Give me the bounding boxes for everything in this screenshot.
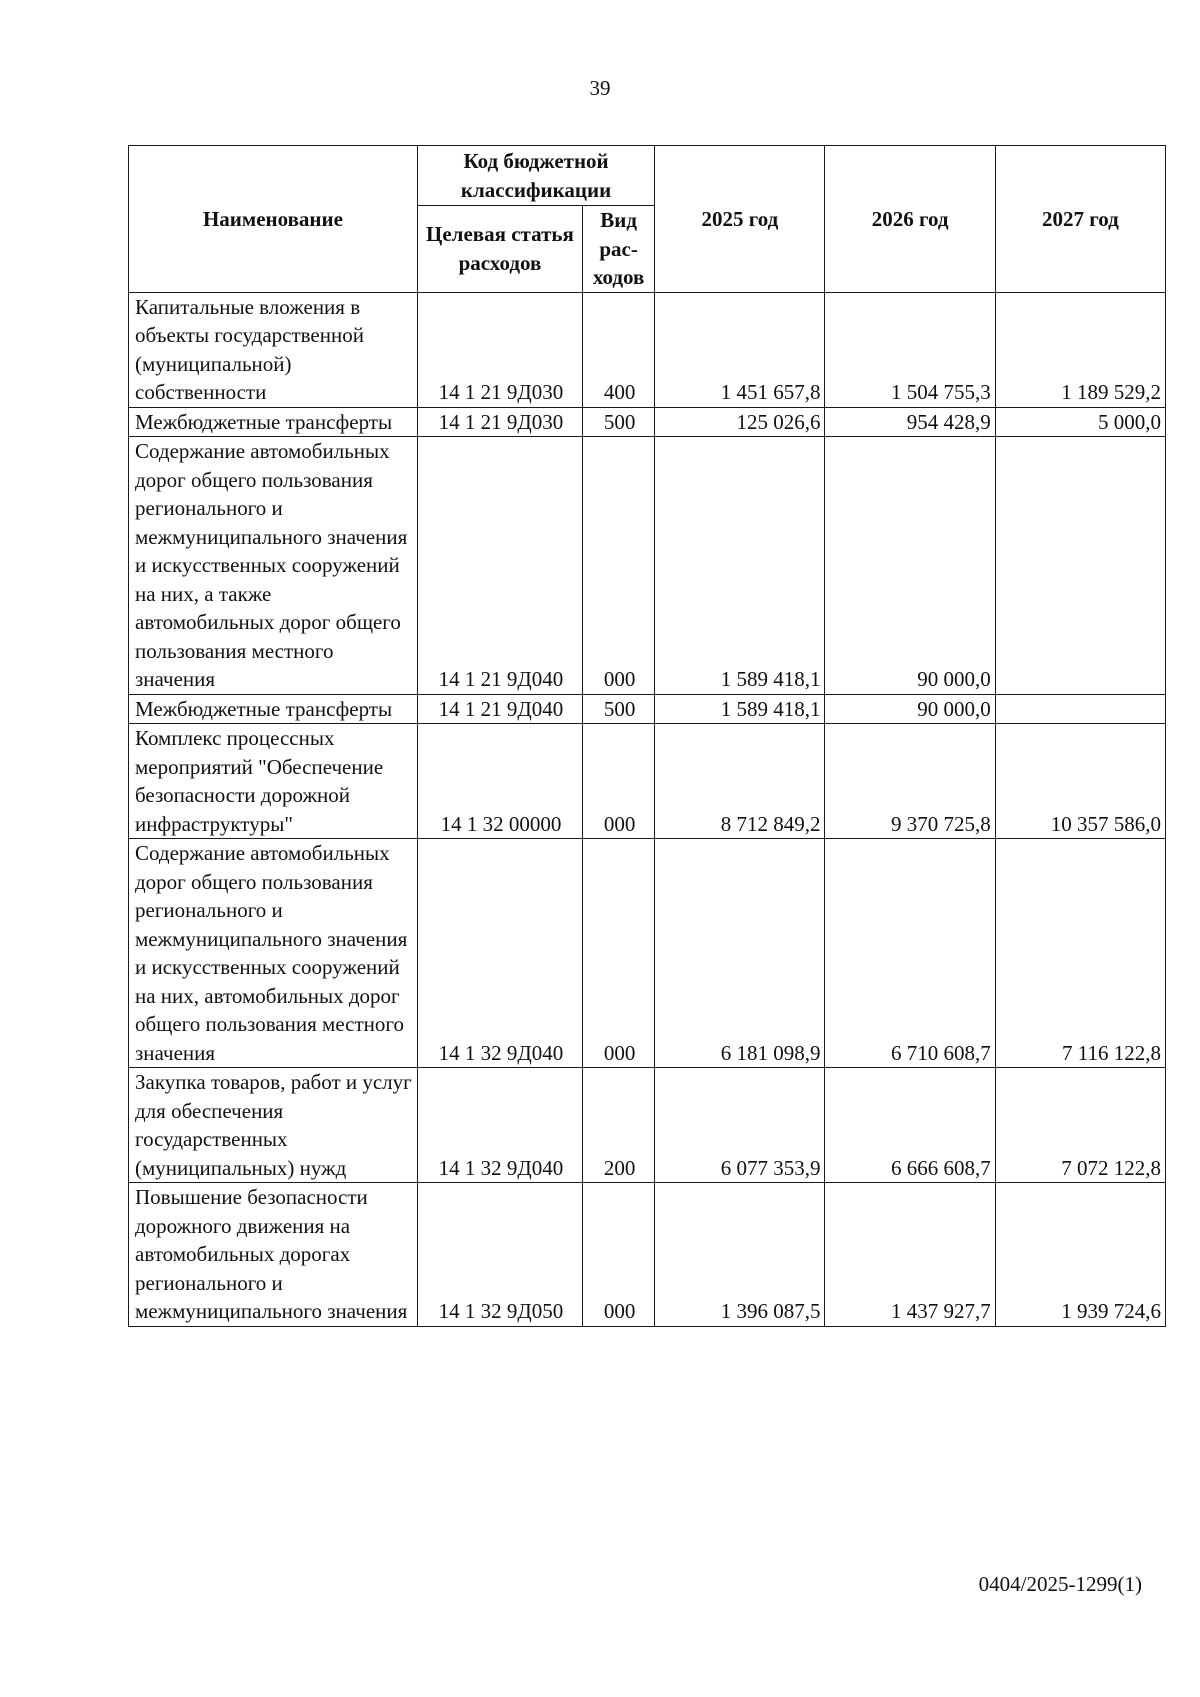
table-row: [129, 1068, 1166, 1183]
budget-table: [128, 145, 1166, 1327]
header-2026: 2026 год: [825, 146, 995, 293]
row-code: 14 1 21 9Д040: [417, 437, 582, 695]
row-code: 14 1 32 9Д040: [417, 1068, 582, 1183]
row-expense-type: 500: [582, 694, 654, 724]
header-2025: 2025 год: [655, 146, 825, 293]
row-code: 14 1 21 9Д030: [417, 292, 582, 407]
row-value-2025: 8 712 849,2: [655, 724, 825, 839]
row-name: Содержание автомобильных дорог общего пользования регионального и межмуниципального значения и искусственных сооружений на них, автомобильных дорог общего пользования местного значения: [129, 839, 418, 1068]
row-expense-type: 400: [582, 292, 654, 407]
header-kbk: Код бюджетной классификации: [417, 146, 654, 206]
row-value-2027: [995, 694, 1165, 724]
row-value-2025: 1 589 418,1: [655, 694, 825, 724]
row-value-2027: 5 000,0: [995, 407, 1165, 437]
row-value-2027: 1 189 529,2: [995, 292, 1165, 407]
table-row: [129, 437, 1166, 695]
table-body: [129, 292, 1166, 1326]
row-code: 14 1 21 9Д030: [417, 407, 582, 437]
row-name: Комплекс процессных мероприятий "Обеспечение безопасности дорожной инфраструктуры": [129, 724, 418, 839]
table-header: [129, 146, 1166, 293]
row-code: 14 1 21 9Д040: [417, 694, 582, 724]
row-code: 14 1 32 9Д040: [417, 839, 582, 1068]
row-expense-type: 000: [582, 437, 654, 695]
table-row: [129, 694, 1166, 724]
row-value-2026: 9 370 725,8: [825, 724, 995, 839]
row-value-2026: 954 428,9: [825, 407, 995, 437]
row-value-2025: 1 396 087,5: [655, 1183, 825, 1327]
document-id: 0404/2025-1299(1): [978, 1572, 1142, 1596]
row-expense-type: 000: [582, 1183, 654, 1327]
row-name: Капитальные вложения в объекты государственной (муниципальной) собственности: [129, 292, 418, 407]
table-row: [129, 839, 1166, 1068]
row-expense-type: 200: [582, 1068, 654, 1183]
row-value-2025: 6 077 353,9: [655, 1068, 825, 1183]
row-value-2026: 1 437 927,7: [825, 1183, 995, 1327]
header-expense-type: Вид рас-ходов: [582, 206, 654, 293]
row-value-2027: 1 939 724,6: [995, 1183, 1165, 1327]
row-value-2026: 6 666 608,7: [825, 1068, 995, 1183]
row-value-2025: 125 026,6: [655, 407, 825, 437]
page-number: 39: [589, 76, 611, 100]
table-row: [129, 724, 1166, 839]
row-value-2027: [995, 437, 1165, 695]
row-value-2025: 6 181 098,9: [655, 839, 825, 1068]
row-value-2027: 7 072 122,8: [995, 1068, 1165, 1183]
row-value-2026: 90 000,0: [825, 694, 995, 724]
row-value-2026: 1 504 755,3: [825, 292, 995, 407]
row-value-2027: 7 116 122,8: [995, 839, 1165, 1068]
row-name: Межбюджетные трансферты: [129, 694, 418, 724]
row-value-2025: 1 451 657,8: [655, 292, 825, 407]
table-row: [129, 1183, 1166, 1327]
table-row: [129, 292, 1166, 407]
row-code: 14 1 32 00000: [417, 724, 582, 839]
row-name: Повышение безопасности дорожного движения на автомобильных дорогах регионального и межмуниципального значения: [129, 1183, 418, 1327]
header-2027: 2027 год: [995, 146, 1165, 293]
row-code: 14 1 32 9Д050: [417, 1183, 582, 1327]
row-value-2025: 1 589 418,1: [655, 437, 825, 695]
row-name: Содержание автомобильных дорог общего пользования регионального и межмуниципального значения и искусственных сооружений на них, а также автомобильных дорог общего пользования местного значения: [129, 437, 418, 695]
row-name: Закупка товаров, работ и услуг для обеспечения государственных (муниципальных) нужд: [129, 1068, 418, 1183]
row-expense-type: 000: [582, 839, 654, 1068]
row-value-2027: 10 357 586,0: [995, 724, 1165, 839]
header-name: Наименование: [129, 146, 418, 293]
row-expense-type: 500: [582, 407, 654, 437]
row-name: Межбюджетные трансферты: [129, 407, 418, 437]
table-row: [129, 407, 1166, 437]
row-value-2026: 6 710 608,7: [825, 839, 995, 1068]
row-value-2026: 90 000,0: [825, 437, 995, 695]
row-expense-type: 000: [582, 724, 654, 839]
header-target-article: Целевая статья расходов: [417, 206, 582, 293]
